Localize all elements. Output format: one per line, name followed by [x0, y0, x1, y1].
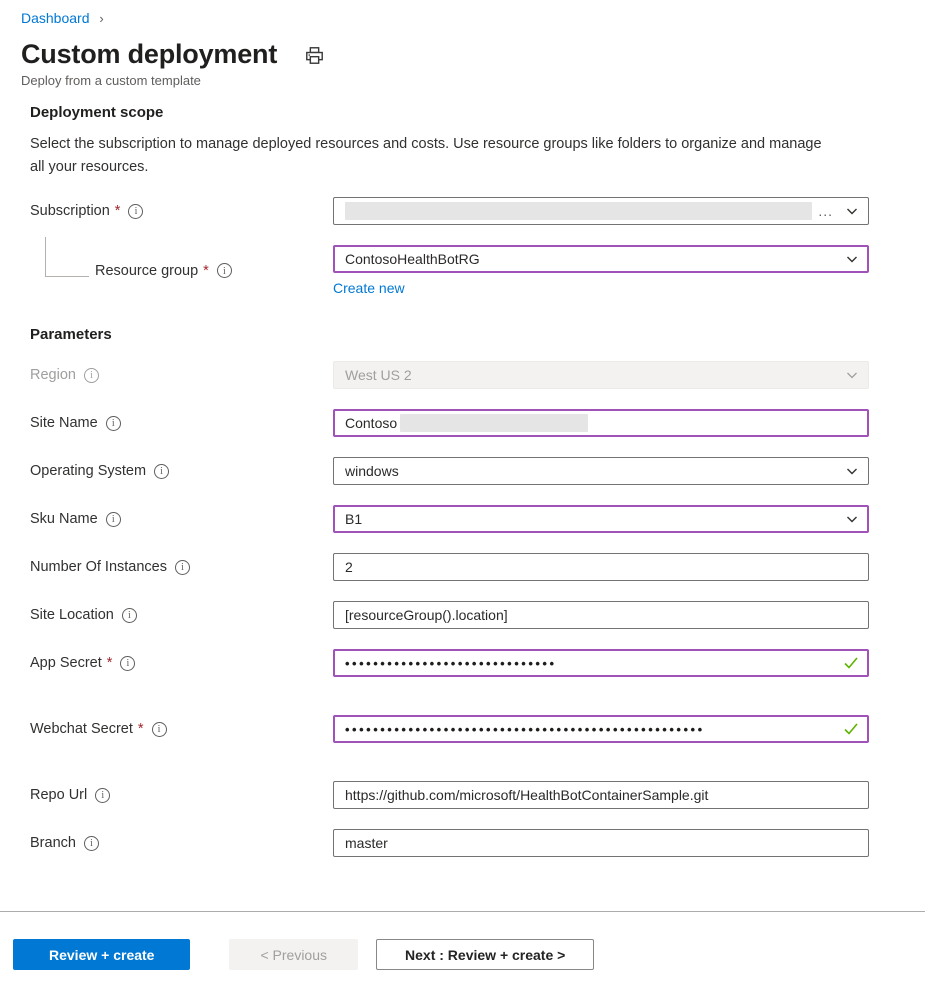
parameters-heading: Parameters — [30, 326, 112, 343]
page-title: Custom deployment — [21, 39, 278, 69]
label-text: Sku Name — [30, 511, 98, 527]
operating-system-label — [30, 463, 333, 479]
valid-check-icon — [843, 656, 859, 670]
chevron-down-icon — [845, 368, 859, 382]
info-icon[interactable] — [95, 788, 110, 803]
label-text: Number Of Instances — [30, 559, 167, 575]
chevron-down-icon — [845, 204, 859, 218]
footer-button-bar — [13, 939, 925, 970]
select-value: B1 — [345, 511, 363, 527]
required-asterisk: * — [106, 655, 113, 671]
region-select — [333, 361, 869, 389]
info-icon[interactable] — [106, 512, 121, 527]
site-location-row — [30, 601, 869, 629]
info-icon[interactable] — [84, 836, 99, 851]
required-asterisk: * — [137, 721, 144, 737]
chevron-down-icon — [845, 464, 859, 478]
info-icon[interactable] — [120, 656, 135, 671]
site-name-row — [30, 409, 869, 437]
branch-label — [30, 835, 333, 851]
info-icon[interactable] — [106, 416, 121, 431]
subscription-label — [30, 203, 333, 219]
site-location-input[interactable] — [333, 601, 869, 629]
label-text: App Secret — [30, 655, 102, 671]
label-text: Site Name — [30, 415, 98, 431]
site-name-input[interactable] — [333, 409, 869, 437]
repo-url-row — [30, 781, 869, 809]
label-text: Branch — [30, 835, 76, 851]
label-text: Subscription — [30, 203, 110, 219]
select-value: windows — [345, 463, 399, 479]
label-text: Webchat Secret — [30, 721, 133, 737]
info-icon[interactable] — [152, 722, 167, 737]
info-icon[interactable] — [175, 560, 190, 575]
site-location-label — [30, 607, 333, 623]
required-asterisk: * — [114, 203, 121, 219]
sku-name-select[interactable] — [333, 505, 869, 533]
subscription-select[interactable] — [333, 197, 869, 225]
resource-group-label — [30, 263, 333, 279]
info-icon[interactable] — [122, 608, 137, 623]
resource-group-select[interactable] — [333, 245, 869, 273]
chevron-down-icon — [845, 512, 859, 526]
breadcrumb-dashboard-link[interactable]: Dashboard — [21, 10, 90, 26]
region-label — [30, 367, 333, 383]
footer-divider — [0, 911, 925, 912]
input-value: [resourceGroup().location] — [345, 607, 508, 623]
site-name-label — [30, 415, 333, 431]
app-secret-input[interactable] — [333, 649, 869, 677]
select-value: West US 2 — [345, 367, 412, 383]
input-value: master — [345, 835, 388, 851]
previous-button[interactable]: < Previous — [229, 939, 358, 970]
required-asterisk: * — [203, 262, 209, 279]
repo-url-label — [30, 787, 333, 803]
subscription-row — [30, 197, 869, 225]
sku-name-label — [30, 511, 333, 527]
app-secret-label — [30, 655, 333, 671]
app-secret-row — [30, 649, 869, 677]
webchat-secret-row — [30, 715, 869, 743]
page-subtitle: Deploy from a custom template — [21, 73, 201, 88]
input-value: Contoso — [345, 415, 398, 431]
region-row — [30, 361, 869, 389]
deployment-scope-description: Select the subscription to manage deployed resources and costs. Use resource groups like folders to organize and manage all your resources. — [30, 136, 822, 175]
input-value: https://github.com/microsoft/HealthBotContainerSample.git — [345, 787, 709, 803]
next-review-create-button[interactable]: Next : Review + create > — [376, 939, 594, 970]
deployment-scope-section — [30, 104, 869, 296]
number-of-instances-label — [30, 559, 333, 575]
webchat-secret-label — [30, 721, 333, 737]
info-icon[interactable] — [128, 204, 143, 219]
review-create-button[interactable]: Review + create — [13, 939, 190, 970]
print-icon[interactable] — [305, 46, 324, 68]
branch-input[interactable] — [333, 829, 869, 857]
label-text: Region — [30, 367, 76, 383]
hierarchy-connector-line — [45, 237, 89, 277]
masked-password-value: ••••••••••••••••••••••••••••••••••••••••••••••••••• — [345, 721, 705, 737]
parameters-section — [30, 326, 869, 857]
valid-check-icon — [843, 722, 859, 736]
label-text: Resource group — [95, 262, 199, 279]
operating-system-select[interactable] — [333, 457, 869, 485]
repo-url-input[interactable] — [333, 781, 869, 809]
ellipsis-text: ... — [818, 203, 833, 219]
sku-name-row — [30, 505, 869, 533]
create-new-link[interactable]: Create new — [333, 280, 405, 296]
chevron-down-icon — [845, 252, 859, 266]
info-icon[interactable] — [217, 263, 232, 278]
breadcrumb-chevron-icon: › — [99, 11, 104, 26]
redacted-site-name-suffix — [400, 414, 588, 432]
deployment-scope-heading: Deployment scope — [30, 104, 164, 121]
select-value: ContosoHealthBotRG — [345, 251, 480, 267]
info-icon[interactable] — [154, 464, 169, 479]
redacted-subscription-value — [345, 202, 812, 220]
resource-group-row — [30, 245, 869, 296]
branch-row — [30, 829, 869, 857]
number-of-instances-input[interactable] — [333, 553, 869, 581]
breadcrumb — [21, 10, 925, 26]
info-icon[interactable] — [84, 368, 99, 383]
number-of-instances-row — [30, 553, 869, 581]
label-text: Site Location — [30, 607, 114, 623]
operating-system-row — [30, 457, 869, 485]
webchat-secret-input[interactable] — [333, 715, 869, 743]
masked-password-value: •••••••••••••••••••••••••••••• — [345, 655, 557, 671]
label-text: Operating System — [30, 463, 147, 479]
label-text: Repo Url — [30, 787, 88, 803]
input-value: 2 — [345, 559, 353, 575]
